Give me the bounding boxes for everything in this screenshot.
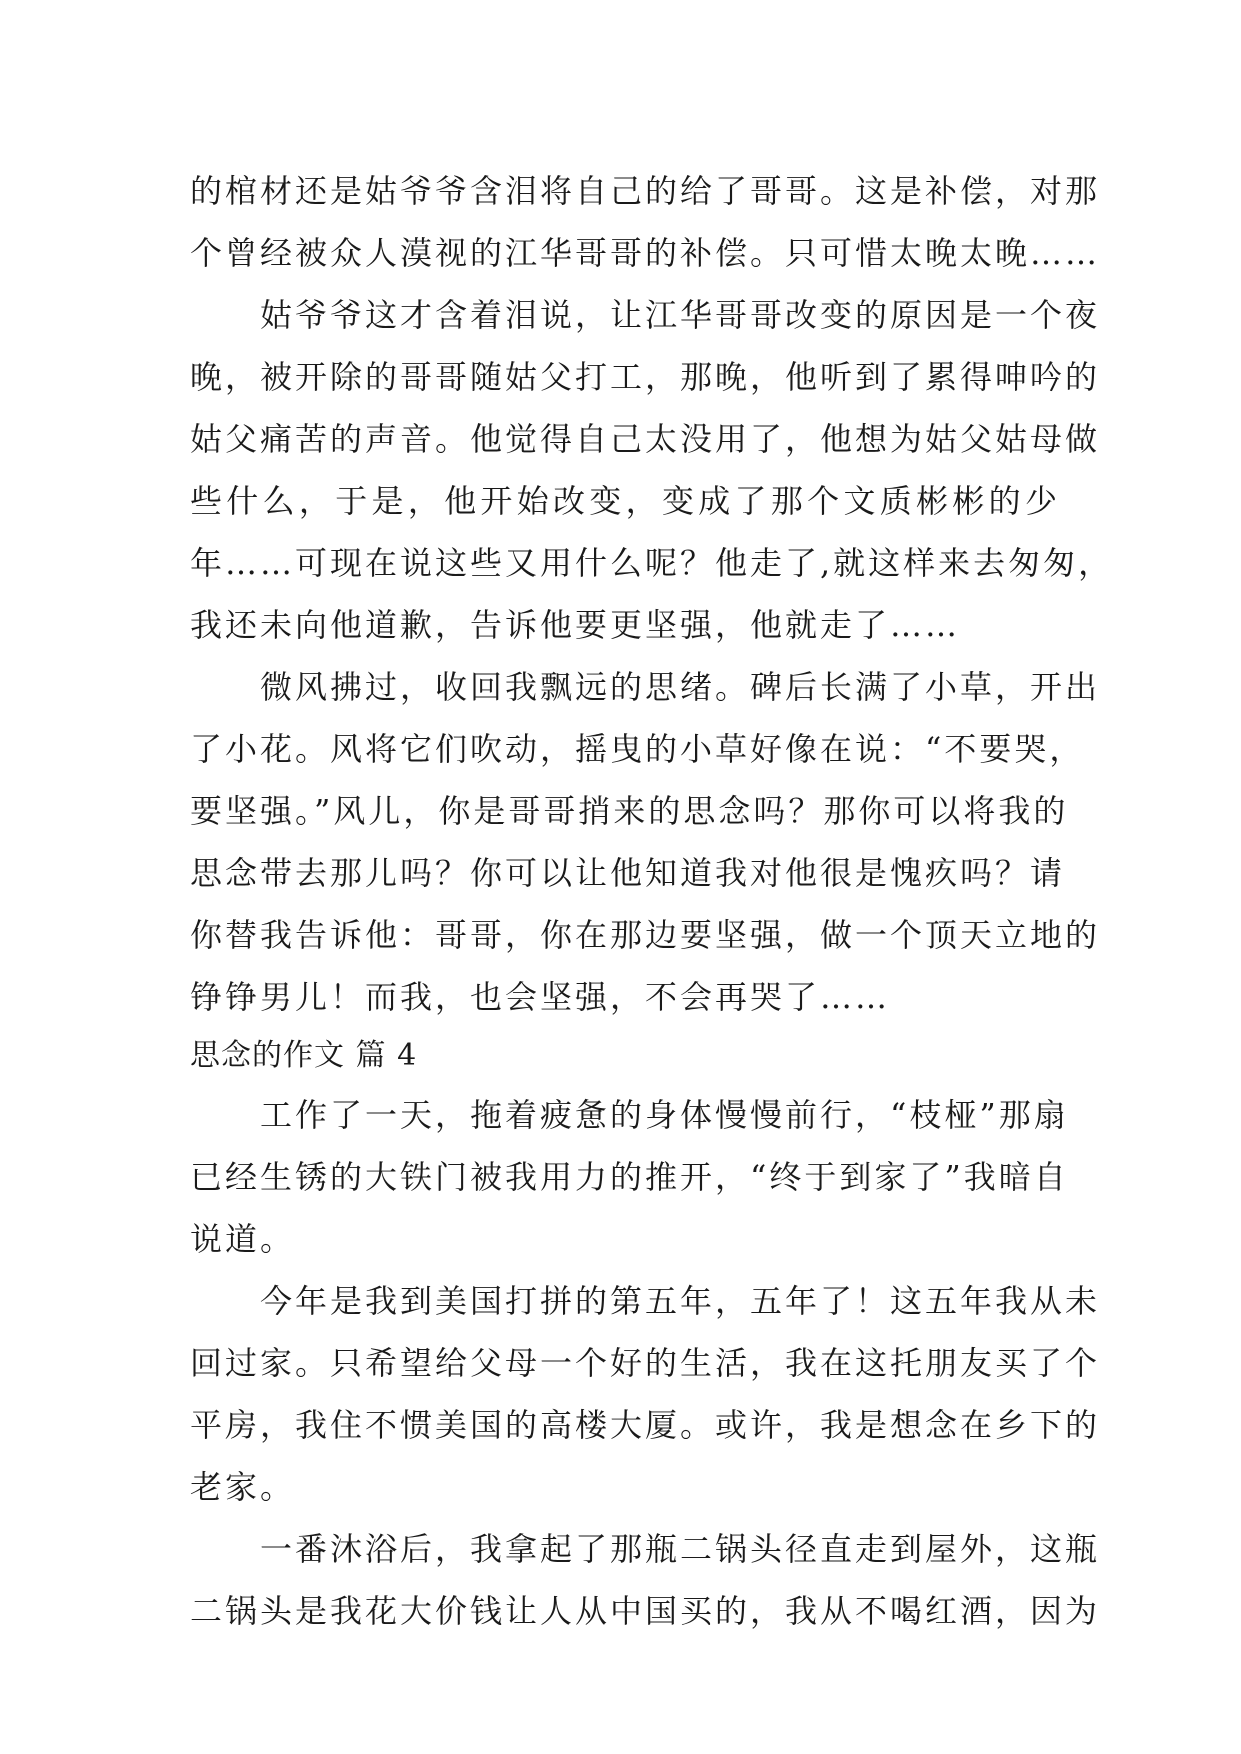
text-line: 年……可现在说这些又用什么呢？他走了,就这样来去匆匆， [190, 544, 1114, 582]
text-line: 二锅头是我花大价钱让人从中国买的，我从不喝红酒，因为 [190, 1592, 1101, 1630]
text-line: 说道。 [190, 1220, 296, 1258]
document-body [190, 160, 1114, 1642]
text-line: 平房，我住不惯美国的高楼大厦。或许，我是想念在乡下的 [190, 1406, 1101, 1444]
essay-text-block-2 [190, 1084, 1101, 1642]
text-line: 姑父痛苦的声音。他觉得自己太没用了，他想为姑父姑母做 [190, 420, 1101, 458]
text-line: 姑爷爷这才含着泪说，让江华哥哥改变的原因是一个夜 [190, 296, 1101, 334]
text-line: 晚，被开除的哥哥随姑父打工，那晚，他听到了累得呻吟的 [190, 358, 1101, 396]
text-line: 我还未向他道歉，告诉他要更坚强，他就走了…… [190, 606, 961, 644]
text-line: 铮铮男儿！而我，也会坚强，不会再哭了…… [190, 978, 891, 1016]
text-line: 了小花。风将它们吹动，摇曳的小草好像在说：“不要哭， [190, 730, 1085, 768]
text-line: 今年是我到美国打拼的第五年，五年了！这五年我从未 [190, 1282, 1101, 1320]
essay-text-block-1 [190, 160, 1114, 1028]
text-line: 回过家。只希望给父母一个好的生活，我在这托朋友买了个 [190, 1344, 1101, 1382]
text-line: 要坚强。”风儿，你是哥哥捎来的思念吗？那你可以将我的 [190, 792, 1069, 830]
text-line: 你替我告诉他：哥哥，你在那边要坚强，做一个顶天立地的 [190, 916, 1101, 954]
text-line: 的棺材还是姑爷爷含泪将自己的给了哥哥。这是补偿，对那 [190, 172, 1101, 210]
text-line: 微风拂过，收回我飘远的思绪。碑后长满了小草，开出 [190, 668, 1101, 706]
text-line: 工作了一天，拖着疲惫的身体慢慢前行，“枝桠”那扇 [190, 1096, 1069, 1134]
text-line: 些什么，于是，他开始改变，变成了那个文质彬彬的少 [190, 482, 1060, 520]
text-line: 老家。 [190, 1468, 296, 1506]
text-line: 已经生锈的大铁门被我用力的推开，“终于到家了”我暗自 [190, 1158, 1069, 1196]
text-line: 一番沐浴后，我拿起了那瓶二锅头径直走到屋外，这瓶 [190, 1530, 1101, 1568]
text-line: 个曾经被众人漠视的江华哥哥的补偿。只可惜太晚太晚…… [190, 234, 1101, 272]
section-heading: 思念的作文 篇 4 [190, 1038, 418, 1073]
text-line: 思念带去那儿吗？你可以让他知道我对他很是愧疚吗？请 [190, 854, 1066, 892]
